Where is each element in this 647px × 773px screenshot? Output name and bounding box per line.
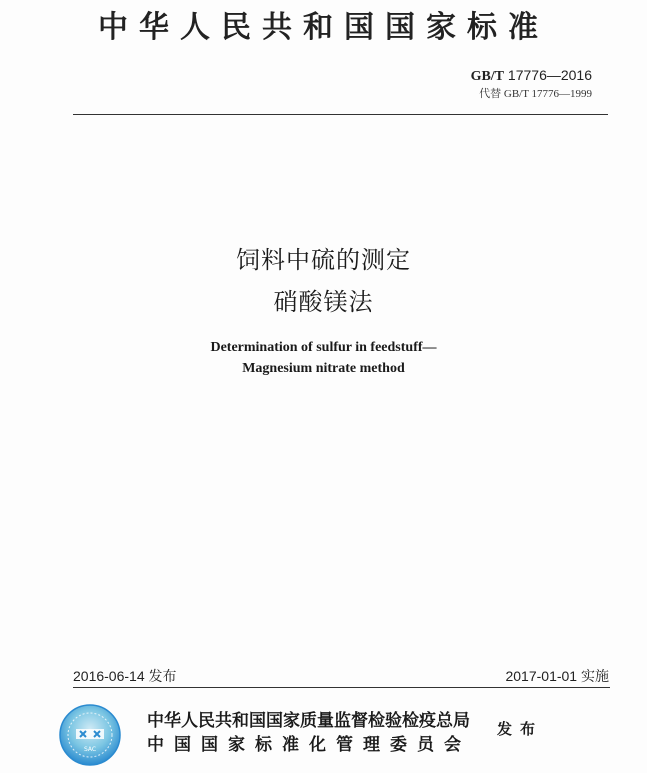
issuer-line-2: 中国国家标准化管理委员会 [147, 735, 471, 755]
standard-number-value: 17776—2016 [507, 67, 592, 83]
issuer-line-1: 中华人民共和国国家质量监督检验检疫总局 [147, 711, 470, 731]
seal-logo-text: SAC [83, 746, 97, 753]
footer-divider [73, 687, 610, 688]
standard-prefix: GB/T [470, 69, 505, 84]
english-title-line-2: Magnesium nitrate method [242, 361, 405, 376]
english-title-line-1: Determination of sulfur in feedstuff— [210, 340, 437, 355]
replaces-standard: 代替 GB/T 17776—1999 [479, 88, 592, 100]
implementation-date: 2017-01-01 实施 [505, 668, 609, 684]
issue-date: 2016-06-14 发布 [73, 668, 177, 684]
anti-counterfeit-seal-icon [58, 703, 122, 767]
publish-label: 发布 [497, 720, 544, 738]
chinese-title-line-1: 饲料中硫的测定 [236, 246, 411, 274]
chinese-title-line-2: 硝酸镁法 [273, 288, 374, 316]
standard-type-header: 中华人民共和国国家标准 [98, 10, 549, 45]
standard-number [471, 67, 592, 85]
header-divider [73, 114, 608, 115]
